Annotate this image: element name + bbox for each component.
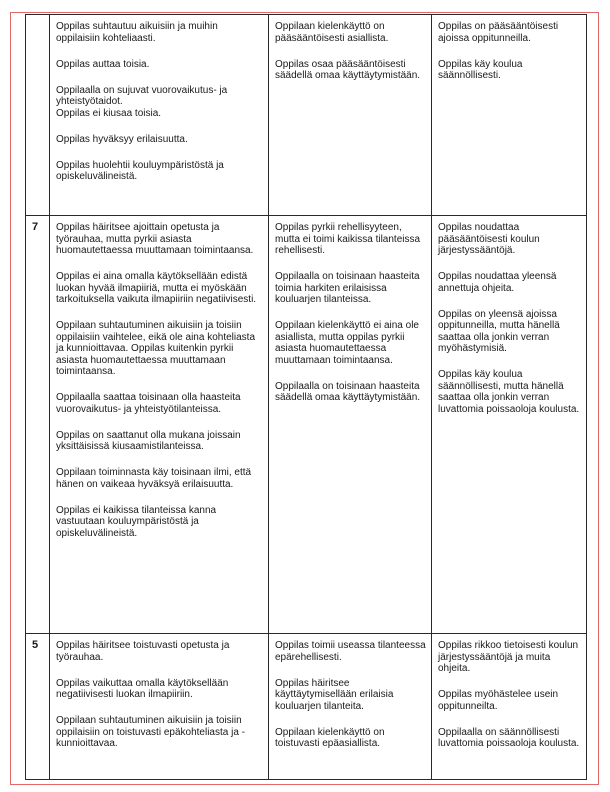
- grade-cell: 5: [26, 634, 50, 780]
- criteria-cell: [432, 15, 587, 216]
- criteria-text: Oppilas häiritsee ajoittain opetusta ja työrauhaa, mutta pyrkii asiasta huomautettaessa muuttamaan toimintaansa.: [56, 222, 254, 256]
- criteria-text: Oppilas huolehtii kouluympäristöstä ja opiskeluvälineistä.: [56, 159, 224, 182]
- criteria-cell: [50, 634, 269, 780]
- criteria-text: Oppilas rikkoo tietoisesti koulun järjestyssääntöjä ja muita ohjeita.: [438, 640, 579, 674]
- criteria-text: Oppilas käy koulua säännöllisesti.: [438, 58, 523, 81]
- criteria-text: Oppilaan toiminnasta käy toisinaan ilmi, että hänen on vaikeaa hyväksyä erilaisuutta.: [56, 467, 252, 490]
- criteria-text: Oppilaalla on säännöllisesti luvattomia poissaoloja koulusta.: [438, 726, 580, 749]
- criteria-text: Oppilas on yleensä ajoissa oppitunneilla, mutta hänellä saattaa olla jonkin verran myöhästymisiä.: [438, 308, 560, 354]
- table-row: [26, 634, 587, 780]
- criteria-text: Oppilaan suhtautuminen aikuisiin ja toisiin oppilaisiin on toistuvasti epäkohteliasta ja -kunnioittavaa.: [56, 715, 245, 749]
- criteria-text: Oppilas on saattanut olla mukana joissain yksittäisissä kiusaamistilanteissa.: [56, 429, 241, 452]
- criteria-text: Oppilas käy koulua säännöllisesti, mutta hänellä saattaa olla jonkin verran luvattomia poissaoloja koulusta.: [438, 369, 580, 415]
- criteria-text: Oppilaalla on toisinaan haasteita toimia harkiten erilaisissa kouluarjen tilanteissa.: [275, 271, 420, 305]
- criteria-cell: [432, 216, 587, 634]
- grade-cell: [26, 15, 50, 216]
- criteria-text: Oppilas noudattaa yleensä annettuja ohjeita.: [438, 271, 557, 294]
- criteria-text: Oppilas auttaa toisia.: [56, 58, 150, 70]
- criteria-text: Oppilas vaikuttaa omalla käytöksellään negatiivisesti luokan ilmapiiriin.: [56, 677, 229, 700]
- criteria-text: Oppilas noudattaa pääsääntöisesti koulun järjestyssääntöjä.: [438, 222, 540, 256]
- criteria-text: Oppilas toimii useassa tilanteessa epärehellisesti.: [275, 640, 426, 663]
- criteria-text: Oppilas ei kaikissa tilanteissa kanna vastuutaan kouluympäristöstä ja opiskeluvälineistä.: [56, 504, 217, 539]
- assessment-table: [25, 14, 587, 780]
- criteria-text: Oppilas on pääsääntöisesti ajoissa oppitunneilla.: [438, 21, 559, 44]
- criteria-text: Oppilas häiritsee toistuvasti opetusta ja työrauhaa.: [56, 640, 230, 663]
- grade-cell: 7: [26, 216, 50, 634]
- criteria-cell: [269, 216, 432, 634]
- criteria-text: Oppilas häiritsee käyttäytymisellään erilaisia kouluarjen tilanteita.: [275, 677, 394, 712]
- criteria-text: Oppilas myöhästelee usein oppitunneilta.: [438, 689, 559, 712]
- criteria-text: Oppilas ei kiusaa toisia.: [56, 107, 162, 119]
- criteria-cell: [50, 216, 269, 634]
- criteria-text: Oppilas pyrkii rehellisyyteen, mutta ei toimi kaikissa tilanteissa rehellisesti.: [275, 222, 421, 256]
- criteria-text: Oppilaalla on sujuvat vuorovaikutus- ja yhteistyötaidot.: [56, 84, 228, 107]
- criteria-text: Oppilaan kielenkäyttö on toistuvasti epäasiallista.: [275, 726, 385, 749]
- criteria-text: Oppilaalla on toisinaan haasteita säädellä omaa käyttäytymistään.: [275, 380, 421, 403]
- table-row: [26, 216, 587, 634]
- criteria-text: Oppilas osaa pääsääntöisesti säädellä omaa käyttäytymistään.: [275, 58, 421, 81]
- criteria-cell: [50, 15, 269, 216]
- criteria-cell: [432, 634, 587, 780]
- criteria-text: Oppilas hyväksyy erilaisuutta.: [56, 133, 188, 145]
- criteria-cell: [269, 15, 432, 216]
- criteria-cell: [269, 634, 432, 780]
- table-row: [26, 15, 587, 216]
- criteria-text: Oppilaan kielenkäyttö ei aina ole asiallista, mutta oppilas pyrkii asiasta huomautettaessa muuttamaan toimintaansa.: [275, 320, 419, 366]
- criteria-text: Oppilaalla saattaa toisinaan olla haasteita vuorovaikutus- ja yhteistyötilanteissa.: [56, 392, 241, 415]
- criteria-text: Oppilaan suhtautuminen aikuisiin ja toisiin oppilaisiin vaihtelee, eikä ole aina kohteliasta ja kunnioittavaa. Oppilas kuitenkin pyrkii asiasta huomautettaessa muuttamaan toimintaansa.: [56, 320, 256, 377]
- criteria-text: Oppilas ei aina omalla käytöksellään edistä luokan hyvää ilmapiiriä, mutta ei myöskään tarkoituksella vaikuta ilmapiiriin negatiivisesti.: [56, 271, 257, 305]
- criteria-text: Oppilaan kielenkäyttö on pääsääntöisesti asiallista.: [275, 21, 389, 44]
- criteria-text: Oppilas suhtautuu aikuisiin ja muihin oppilaisiin kohteliaasti.: [56, 21, 218, 44]
